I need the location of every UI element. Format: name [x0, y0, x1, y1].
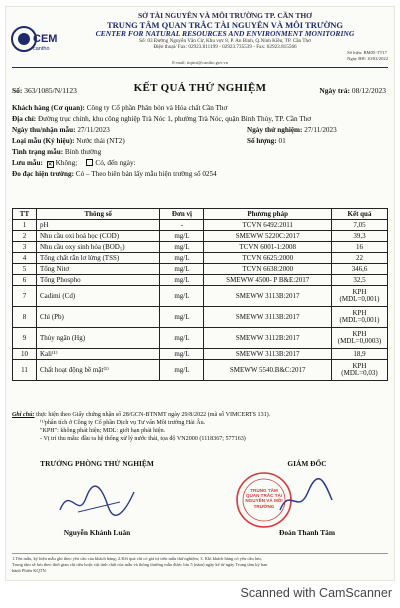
official-stamp [228, 470, 338, 530]
header-param: Thông số [36, 209, 160, 220]
row-result: 7,05 [332, 220, 388, 231]
results-header-row [13, 209, 388, 220]
row-result [332, 360, 388, 381]
row-result [332, 286, 388, 307]
retain-yes-label: Có, đến ngày: [95, 159, 136, 167]
row-param: Nhu cầu oxy sinh hóa (BOD₅) [36, 242, 160, 253]
form-issue-date: Ngày BH: 10/02/2022 [347, 55, 388, 61]
retain-no-checkbox: ✕ [47, 162, 53, 168]
table-row [13, 231, 388, 242]
logo-subtext: cantho [33, 46, 50, 52]
sample-type-label: Loại mẫu (Ký hiệu): [12, 137, 75, 145]
row-param: Tổng Phospho [36, 275, 160, 286]
org-department: SỞ TÀI NGUYÊN VÀ MÔI TRƯỜNG TP. CẦN THƠ [138, 11, 312, 20]
report-number-label: Số: [12, 86, 23, 95]
row-tt: 6 [13, 275, 37, 286]
director-name: Đoàn Thanh Tâm [278, 528, 335, 537]
note-1-text: thực hiện theo Giấy chứng nhận số 28/GCN-BTNMT ngày 29/8/2022 (mã số VIMCERTS 131). [36, 412, 271, 418]
row-method: SMEWW 3112B:2017 [204, 328, 332, 349]
row-unit: mg/L [160, 286, 204, 307]
director-title: GIÁM ĐỐC [287, 459, 327, 468]
org-email: E-mail: ttqtmt@cantho.gov.vn [172, 60, 228, 65]
row-result-mdl: (MDL=0,0003) [337, 337, 382, 345]
results-table [12, 208, 388, 381]
notes-label: Ghi chú: [12, 412, 35, 418]
field-measure-label: Đo đạc hiện trường: [12, 170, 74, 178]
note-3: "KPH": không phát hiện; MDL: giới hạn phát hiện. [40, 428, 166, 434]
sample-type-row [12, 136, 388, 147]
table-row [13, 328, 388, 349]
row-method: SMEWW 3113B:2017 [204, 349, 332, 360]
header-divider [12, 67, 388, 68]
retain-label: Lưu mẫu: [12, 159, 43, 167]
footer-notes [12, 553, 388, 574]
customer-value: Công ty Cổ phần Phân bón và Hóa chất Cần Thơ [86, 104, 228, 112]
row-result [332, 307, 388, 328]
address-value: Đường trục chính, khu công nghiệp Trà Nóc 1, phường Trà Nóc, quận Bình Thủy, TP. Cần Thơ [37, 115, 312, 123]
row-tt: 5 [13, 264, 37, 275]
org-name-vi: TRUNG TÂM QUAN TRẮC TÀI NGUYÊN VÀ MÔI TRƯỜNG [107, 19, 343, 30]
row-result-value: KPH [352, 287, 367, 296]
form-code: Số hiệu: BM05-TT17 [347, 50, 387, 55]
row-result: 39,3 [332, 231, 388, 242]
header-method: Phương pháp [204, 209, 332, 220]
row-method: TCVN 6001-1:2008 [204, 242, 332, 253]
row-tt: 2 [13, 231, 37, 242]
row-result-value: KPH [352, 329, 367, 338]
header-tt: TT [13, 209, 37, 220]
org-name-en: CENTER FOR NATURAL RESOURCES AND ENVIRONMENT MONITORING [95, 29, 355, 39]
note-4: - Vị trí thu mẫu: đầu ra hệ thống xử lý nước thải, tọa độ VN2000 (1118367; 577163) [40, 436, 246, 442]
table-row [13, 264, 388, 275]
notes [12, 411, 388, 443]
customer-row [12, 103, 388, 114]
retain-row [12, 158, 388, 169]
field-measure-row [12, 169, 388, 180]
received-label: Ngày thu/nhận mẫu: [12, 126, 76, 134]
table-row [13, 242, 388, 253]
row-result: 16 [332, 242, 388, 253]
test-date-value: 27/11/2023 [304, 126, 337, 134]
condition-label: Tình trạng mẫu: [12, 148, 64, 156]
row-result: 32,5 [332, 275, 388, 286]
row-method: TCVN 6638:2000 [204, 264, 332, 275]
letterhead [62, 12, 388, 51]
row-param: Tổng chất rắn lơ lửng (TSS) [36, 253, 160, 264]
lab-head-signature [50, 480, 140, 522]
row-result-mdl: (MDL=0,001) [339, 295, 380, 303]
lab-head-title: TRƯỞNG PHÒNG THỬ NGHIỆM [40, 459, 154, 468]
report-title: KẾT QUẢ THỬ NGHIỆM [133, 82, 267, 94]
row-result-value: KPH [352, 361, 367, 370]
row-result: 346,6 [332, 264, 388, 275]
sample-count-label: Số lượng: [247, 137, 277, 145]
table-row [13, 360, 388, 381]
row-unit: mg/L [160, 264, 204, 275]
table-row [13, 220, 388, 231]
return-date-label: Ngày trả: [319, 86, 350, 95]
row-param: Tổng Nitơ [36, 264, 160, 275]
row-unit: mg/L [160, 360, 204, 381]
row-param: Kali⁽¹⁾ [36, 349, 160, 360]
sample-info [12, 103, 388, 180]
table-row [13, 253, 388, 264]
header-unit: Đơn vị [160, 209, 204, 220]
return-date [319, 86, 386, 95]
row-result-mdl: (MDL=0,03) [341, 369, 378, 377]
row-tt: 3 [13, 242, 37, 253]
row-method: TCVN 6492:2011 [204, 220, 332, 231]
row-unit: mg/L [160, 231, 204, 242]
row-unit: mg/L [160, 328, 204, 349]
camscanner-watermark: Scanned with CamScanner [240, 586, 392, 600]
row-unit: mg/L [160, 307, 204, 328]
footer-line-3: hành Phiếu KQTN. [12, 568, 47, 573]
row-method: TCVN 6625:2000 [204, 253, 332, 264]
received-value: 27/11/2023 [77, 126, 110, 134]
return-date-value: 08/12/2023 [351, 86, 386, 95]
condition-value: Bình thường [64, 148, 102, 156]
row-tt: 7 [13, 286, 37, 307]
row-result-mdl: (MDL=0,001) [339, 316, 380, 324]
header-result: Kết quả [332, 209, 388, 220]
row-param: Thủy ngân (Hg) [36, 328, 160, 349]
row-tt: 1 [13, 220, 37, 231]
row-result: 18,9 [332, 349, 388, 360]
sample-type-value: Nước thải (NT2) [76, 137, 125, 145]
row-method: SMEWW 5540.B&C:2017 [204, 360, 332, 381]
row-method: SMEWW 4500- P B&E:2017 [204, 275, 332, 286]
row-param: pH [36, 220, 160, 231]
row-param: Nhu cầu oxi hoá học (COD) [36, 231, 160, 242]
row-unit: mg/L [160, 275, 204, 286]
row-result: 22 [332, 253, 388, 264]
row-tt: 11 [13, 360, 37, 381]
dates-row [12, 125, 388, 136]
note-1 [12, 411, 388, 419]
row-unit: mg/L [160, 349, 204, 360]
row-param: Chì (Pb) [36, 307, 160, 328]
field-measure-value: Có – Theo biên bản lấy mẫu hiện trường số 0254 [75, 170, 217, 178]
row-param: Chất hoạt động bề mặt⁽¹⁾ [36, 360, 160, 381]
retain-yes-checkbox [86, 159, 93, 166]
note-2: ⁽¹⁾phân tích ở Công ty Cổ phần Dịch vụ Tư vấn Môi trường Hải Âu. [40, 420, 206, 426]
row-tt: 10 [13, 349, 37, 360]
logo-text: CEM [33, 33, 58, 45]
retain-no-label: Không; [55, 159, 78, 167]
row-tt: 9 [13, 328, 37, 349]
cem-logo [10, 22, 66, 56]
condition-row [12, 147, 388, 158]
stamp-text: TRUNG TÂM QUAN TRẮC TÀI NGUYÊN VÀ MÔI TRƯỜNG [245, 488, 283, 509]
row-unit: mg/L [160, 253, 204, 264]
org-phone: Điện thoại/ Fax: 02923.811199 - 02923.735539 - Fax: 02923.815566 [153, 44, 297, 51]
lab-head-name: Nguyễn Khánh Luân [63, 528, 131, 537]
row-param: Cadimi (Cd) [36, 286, 160, 307]
customer-label: Khách hàng (Cơ quan): [12, 104, 85, 112]
address-row [12, 114, 388, 125]
table-row [13, 275, 388, 286]
address-label: Địa chỉ: [12, 115, 37, 123]
table-row [13, 307, 388, 328]
row-unit: - [160, 220, 204, 231]
report-number-value: 363/1085/N/1123 [24, 86, 77, 95]
table-row [13, 286, 388, 307]
table-row [13, 349, 388, 360]
row-result [332, 328, 388, 349]
row-method: SMEWW 3113B:2017 [204, 307, 332, 328]
row-result-value: KPH [352, 308, 367, 317]
footer-line-1: 1.Tên mẫu, ký hiệu mẫu ghi theo yêu cầu của khách hàng; 2.Kết quả chỉ có giá trị trên mẫu thử nghiệm; 3. Khi khách hàng có yêu cầu lưu, [12, 556, 262, 561]
footer-line-2: Trung tâm sẽ lưu theo thời gian chỉ tiêu hoặc vật tính chất của mẫu và thông thường mẫu được lưu 5 (năm) ngày kể từ ngày Trung tâm ký ban [12, 562, 268, 567]
row-tt: 4 [13, 253, 37, 264]
sample-count-value: 01 [278, 137, 286, 145]
test-date-label: Ngày thử nghiệm: [247, 126, 303, 134]
org-address: Số: 03 Đường Nguyễn Văn Cừ, Khu vực 8, P. An Bình, Q.Ninh Kiều, TP. Cần Thơ [139, 38, 311, 45]
row-method: SMEWW 3113B:2017 [204, 286, 332, 307]
row-tt: 8 [13, 307, 37, 328]
row-unit: mg/L [160, 242, 204, 253]
row-method: SMEWW 5220C:2017 [204, 231, 332, 242]
